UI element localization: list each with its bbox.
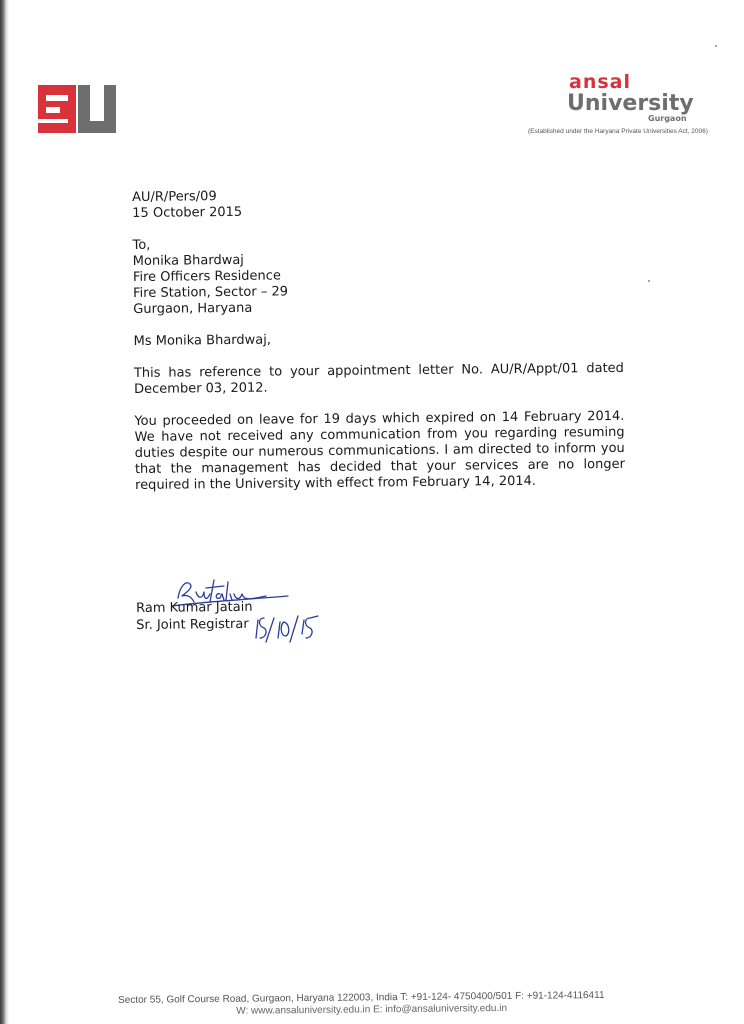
au-monogram-logo: [38, 85, 116, 137]
recipient-address-line2: Fire Station, Sector – 29: [133, 284, 289, 301]
reference-number: AU/R/Pers/09: [132, 189, 217, 205]
footer-address: Sector 55, Golf Course Road, Gurgaon, Haryana 122003, India T: +91-124- 4750400/501 F: +91-124-4116411: [118, 989, 605, 1006]
paragraph-reference: This has reference to your appointment letter No. AU/R/Appt/01 dated December 03, 2012.: [133, 360, 624, 397]
paragraph-termination: You proceeded on leave for 19 days which expired on 14 February 2014. We have not received any communication from you regarding resuming duties despite our numerous communications. I am directed to inform you that the management has decided that your services are no longer required in the University with effect from February 14, 2014.: [134, 408, 625, 493]
scan-speck: [648, 280, 650, 282]
scan-speck: [715, 45, 717, 47]
recipient-name: Monika Bhardwaj: [132, 252, 244, 269]
recipient-address-line3: Gurgaon, Haryana: [133, 300, 253, 317]
scan-edge-shadow: [0, 0, 9, 1024]
brand-established-note: (Established under the Haryana Private Universities Act, 2006): [528, 128, 708, 135]
recipient-address-line1: Fire Officers Residence: [132, 268, 281, 285]
salutation: Ms Monika Bhardwaj,: [133, 332, 272, 349]
letterhead-footer: [118, 989, 605, 1017]
brand-university: University: [567, 91, 694, 116]
au-monogram-icon: [38, 85, 116, 133]
footer-web: W: www.ansaluniversity.edu.in E: info@ansaluniversity.edu.in: [236, 1002, 508, 1017]
brand-ansal: ansal: [569, 71, 631, 93]
letter-body: [132, 185, 625, 494]
letter-date: 15 October 2015: [132, 204, 243, 221]
brand-city: Gurgaon: [648, 114, 687, 123]
signatory-designation: Sr. Joint Registrar: [136, 616, 249, 633]
signatory-name: Ram Kumar Jatain: [136, 599, 253, 616]
signatory-block: [136, 599, 253, 634]
to-label: To,: [132, 237, 151, 253]
